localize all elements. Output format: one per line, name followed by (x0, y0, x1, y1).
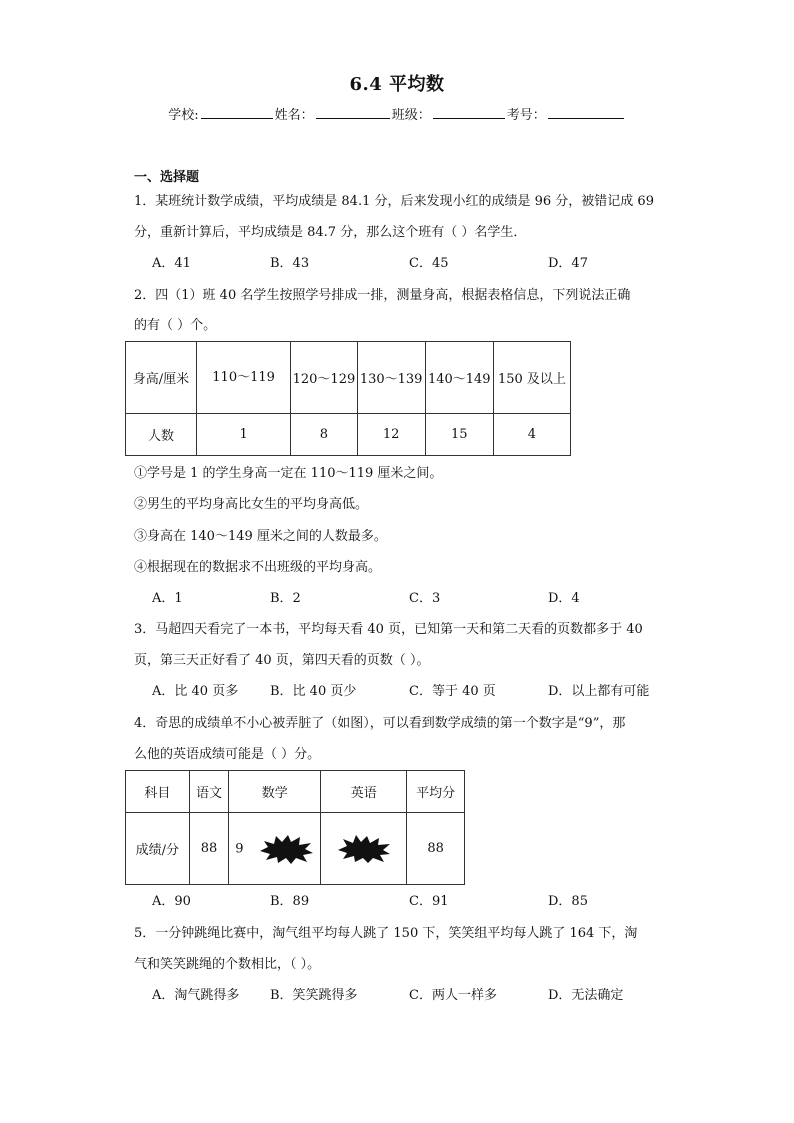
count-140: 15 (425, 414, 493, 456)
count-130: 12 (357, 414, 425, 456)
q5-text-line1: 5．一分钟跳绳比赛中，淘气组平均每人跳了 150 下，笑笑组平均每人跳了 164 下，淘 (134, 926, 638, 941)
class-label: 班级： (391, 108, 431, 123)
score-chinese: 88 (189, 813, 228, 885)
height-table-header-row (126, 342, 571, 414)
q2-option-a[interactable]: A．1 (152, 591, 183, 606)
score-header-english: 英语 (321, 771, 407, 813)
height-header-label: 身高/厘米 (126, 342, 197, 414)
q3-text-line1: 3．马超四天看完了一本书，平均每天看 40 页，已知第一天和第二天看的页数都多于 40 (134, 622, 643, 637)
count-110: 1 (196, 414, 290, 456)
q2-statement-2: ②男生的平均身高比女生的平均身高低。 (134, 497, 369, 512)
score-table (125, 770, 465, 885)
count-row-label: 人数 (126, 414, 197, 456)
height-header-140: 140～149 (425, 342, 493, 414)
score-math-digit: 9 (235, 841, 244, 856)
score-row-label: 成绩/分 (126, 813, 190, 885)
q3-option-d[interactable]: D．以上都有可能 (548, 684, 650, 699)
q5-option-c[interactable]: C．两人一样多 (409, 988, 497, 1003)
school-label: 学校: (168, 108, 199, 123)
q2-option-b[interactable]: B．2 (270, 591, 301, 606)
q1-option-b[interactable]: B．43 (270, 256, 310, 271)
q3-option-a[interactable]: A．比 40 页多 (152, 684, 239, 699)
height-table-count-row (126, 414, 571, 456)
ink-stain-icon (336, 833, 392, 865)
section-title: 一、选择题 (134, 170, 200, 185)
name-blank[interactable] (316, 106, 390, 119)
q1-text-line2: 分，重新计算后，平均成绩是 84.7 分，那么这个班有（ ）名学生． (134, 225, 527, 240)
score-english-cell (321, 813, 407, 885)
q4-text-line2: 么他的英语成绩可能是（ ）分。 (134, 747, 321, 762)
q3-option-b[interactable]: B．比 40 页少 (270, 684, 357, 699)
score-table-header-row (126, 771, 465, 813)
q2-statement-1: ①学号是 1 的学生身高一定在 110～119 厘米之间。 (134, 466, 443, 481)
q5-text-line2: 气和笑笑跳绳的个数相比，（ ）。 (134, 957, 321, 972)
q1-option-c[interactable]: C．45 (409, 256, 449, 271)
q1-option-a[interactable]: A．41 (152, 256, 191, 271)
q2-statement-4: ④根据现在的数据求不出班级的平均身高。 (134, 560, 382, 575)
height-header-150: 150 及以上 (493, 342, 570, 414)
q1-option-d[interactable]: D．47 (548, 256, 588, 271)
q2-text-line2: 的有（ ）个。 (134, 318, 217, 333)
score-header-math: 数学 (229, 771, 321, 813)
q4-option-b[interactable]: B．89 (270, 894, 310, 909)
score-header-subject: 科目 (126, 771, 190, 813)
q4-option-c[interactable]: C．91 (409, 894, 449, 909)
exam-blank[interactable] (548, 106, 624, 119)
exam-label: 考号： (506, 108, 546, 123)
q5-option-b[interactable]: B．笑笑跳得多 (270, 988, 358, 1003)
q2-text-line1: 2．四（1）班 40 名学生按照学号排成一排，测量身高，根据表格信息，下列说法正确 (134, 288, 631, 303)
q4-option-a[interactable]: A．90 (152, 894, 191, 909)
count-120: 8 (291, 414, 357, 456)
q4-option-d[interactable]: D．85 (548, 894, 588, 909)
height-header-110: 110～119 (196, 342, 290, 414)
q2-statement-3: ③身高在 140～149 厘米之间的人数最多。 (134, 529, 387, 544)
student-info-line (0, 104, 794, 123)
q5-option-d[interactable]: D．无法确定 (548, 988, 624, 1003)
score-average: 88 (407, 813, 465, 885)
page-title: 6.4 平均数 (349, 74, 445, 95)
score-header-chinese: 语文 (189, 771, 228, 813)
name-label: 姓名： (274, 108, 314, 123)
score-math-cell (229, 813, 321, 885)
q2-option-d[interactable]: D．4 (548, 591, 580, 606)
height-header-120: 120～129 (291, 342, 357, 414)
q2-option-c[interactable]: C．3 (409, 591, 441, 606)
height-table (125, 341, 571, 456)
score-header-average: 平均分 (407, 771, 465, 813)
q1-text-line1: 1．某班统计数学成绩，平均成绩是 84.1 分，后来发现小红的成绩是 96 分，被错记成 69 (134, 194, 654, 209)
ink-stain-icon (258, 833, 314, 865)
q3-text-line2: 页，第三天正好看了 40 页，第四天看的页数（ ）。 (134, 653, 430, 668)
q5-option-a[interactable]: A．淘气跳得多 (152, 988, 240, 1003)
class-blank[interactable] (433, 106, 505, 119)
q4-text-line1: 4．奇思的成绩单不小心被弄脏了（如图），可以看到数学成绩的第一个数字是“9”，那 (134, 716, 626, 731)
q3-option-c[interactable]: C．等于 40 页 (409, 684, 496, 699)
count-150: 4 (493, 414, 570, 456)
score-table-value-row (126, 813, 465, 885)
school-blank[interactable] (201, 106, 273, 119)
height-header-130: 130～139 (357, 342, 425, 414)
